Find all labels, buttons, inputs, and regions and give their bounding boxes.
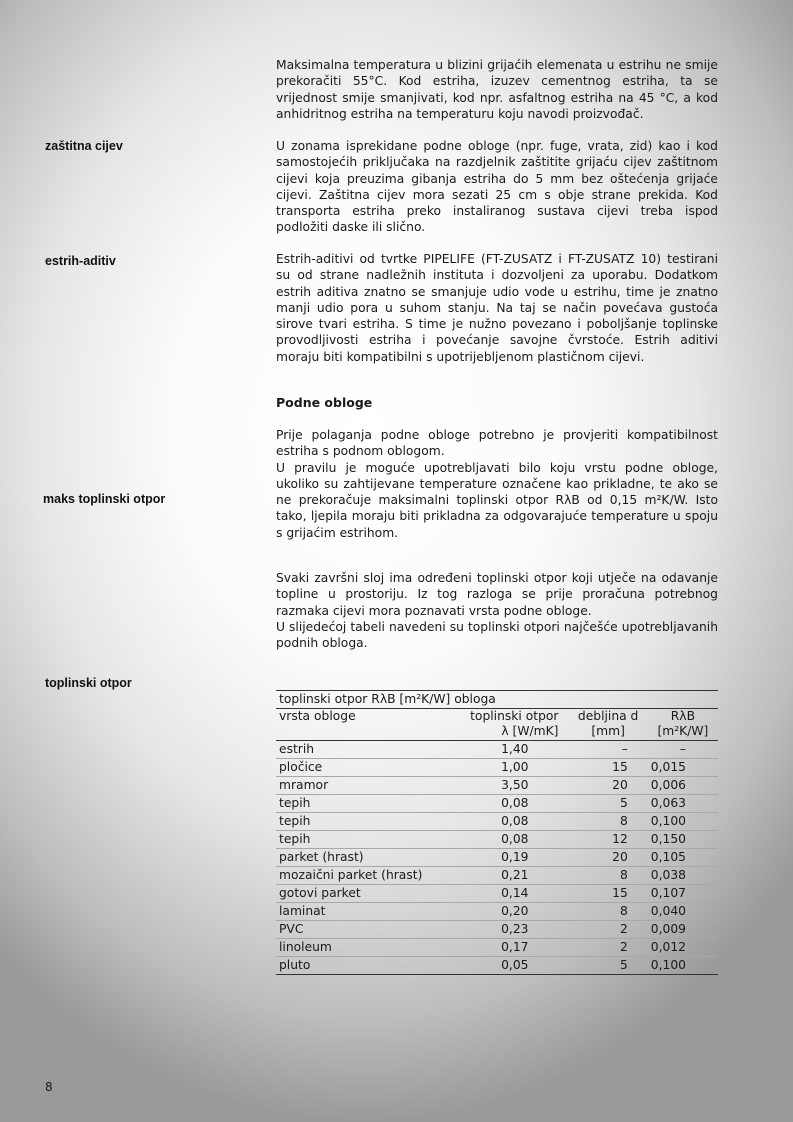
side-label-protective-pipe: zaštitna cijev (45, 139, 123, 153)
thermal-resistance-table (276, 690, 718, 975)
table-row: pluto 0,05 5 0,100 (279, 958, 686, 972)
header-thickness: debljina d [mm] (568, 709, 647, 741)
paragraph-screed-additive: Estrih-aditivi od tvrtke PIPELIFE (FT-ZUSATZ i FT-ZUSATZ 10) testirani su od strane nadležnih instituta i dozvoljeni za uporabu. Dodatkom estrih aditiva znatno se smanjuje udio vode u estrihu, time je znatno manji udio pora u suhom stanju. Na taj se način povećava gustoća sirove tvari estriha. S time je nužno povezano i poboljšanje toplinske provodljivosti estriha i povećanje savojne čvrstoće. Estrih aditivi moraju biti kompatibilni s upotrijebljenom plastičnom cijevi. (276, 252, 718, 364)
table-row: gotovi parket 0,14 15 0,107 (276, 885, 718, 903)
paragraph-max-temperature: Maksimalna temperatura u blizini grijaćih elemenata u estrihu ne smije prekoračiti 55°C. Kod estriha, izuzev cementnog estriha, ta se vrijednost smije smanjivati, kod npr. asfaltnog estriha na 45 °C, a kod anhidritnog estriha na temperaturu koju navodi proizvođač. (276, 58, 718, 121)
table-row: linoleum 0,17 2 0,012 (276, 939, 718, 957)
table-row: laminat 0,20 8 0,040 (276, 903, 718, 921)
table-header-row (276, 709, 718, 741)
side-label-screed-additive: estrih-aditiv (45, 254, 116, 268)
paragraph-floor-coverings: Prije polaganja podne obloge potrebno je provjeriti kompatibilnost estriha s podnom oblogom. U pravilu je moguće upotrebljavati bilo koju vrstu podne obloge, ukoliko su zahtijevane temperature označene kao prikladne, te ako se ne prekoračuje maksimalni toplinski otpor RλB od 0,15 m²K/W. Isto tako, ljepila moraju biti prikladna za odgovarajuće temperature u spoju s grijaćim estrihom. (276, 428, 718, 540)
header-resistance: RλB [m²K/W] (648, 709, 718, 741)
header-conductivity: toplinski otpor λ [W/mK] (426, 709, 568, 741)
page-number: 8 (45, 1080, 53, 1094)
table-row: tepih 0,08 12 0,150 (276, 831, 718, 849)
table-row: PVC 0,23 2 0,009 (276, 921, 718, 939)
side-label-max-thermal-resistance: maks toplinski otpor (43, 492, 166, 506)
table-row: pločice 1,00 15 0,015 (276, 759, 718, 777)
table-row: tepih 0,08 5 0,063 (276, 795, 718, 813)
paragraph-finishing-layer: Svaki završni sloj ima određeni toplinski otpor koji utječe na odavanje topline u prostoriju. Iz tog razloga se prije proračuna potrebnog razmaka cijevi mora poznavati vrsta podne obloge. U slijedećoj tabeli navedeni su toplinski otpori najčešće upotrebljavanih podnih obloga. (276, 571, 718, 651)
table-row: tepih 0,08 8 0,100 (276, 813, 718, 831)
table-row: parket (hrast) 0,19 20 0,105 (276, 849, 718, 867)
table-caption: toplinski otpor RλB [m²K/W] obloga (276, 691, 718, 709)
table-row: mramor 3,50 20 0,006 (276, 777, 718, 795)
section-heading-floor-coverings: Podne obloge (276, 395, 373, 410)
table-row: mozaični parket (hrast) 0,21 8 0,038 (276, 867, 718, 885)
header-type: vrsta obloge (276, 709, 426, 741)
side-label-thermal-resistance: toplinski otpor (45, 676, 132, 690)
table-row: estrih 1,40 – – (276, 741, 718, 759)
paragraph-protective-pipe: U zonama isprekidane podne obloge (npr. fuge, vrata, zid) kao i kod samostojećih priključaka na razdjelnik zaštitite grijaću cijev zaštitnom cijevi koja preuzima gibanja estriha do 5 mm bez oštećenja grijaće cijevi. Zaštitna cijev mora sezati 25 cm s obje strane prekida. Kod transporta estriha preko instaliranog sustava cijevi treba ispod podložiti daske ili slično. (276, 139, 718, 235)
table-caption-row (276, 691, 718, 709)
